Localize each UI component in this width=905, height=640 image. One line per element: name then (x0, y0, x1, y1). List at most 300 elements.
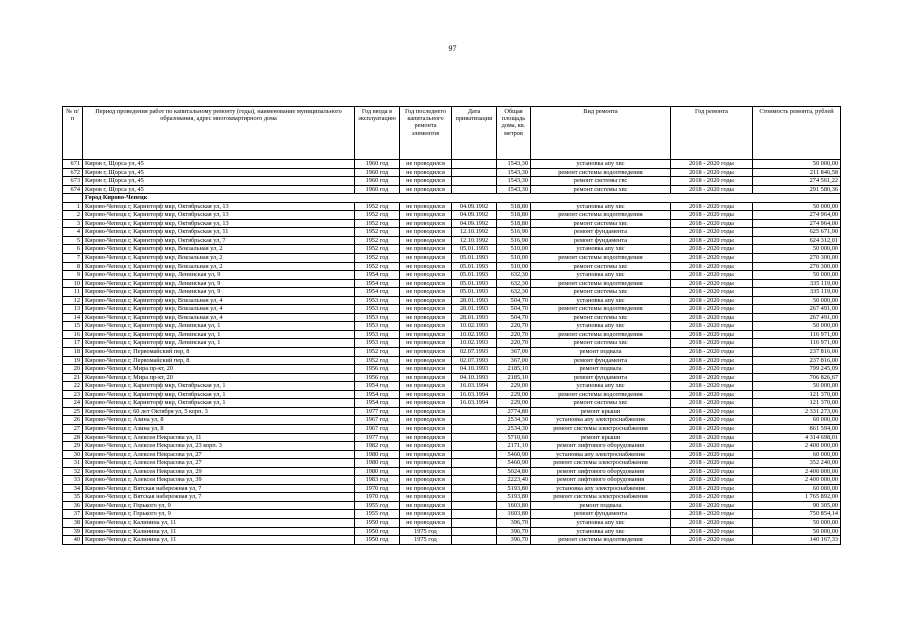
cell-area: 510,00 (497, 262, 531, 271)
cell-repair-type: ремонт крыши (531, 433, 671, 442)
cell-repair-type: установка апу хвс (531, 245, 671, 254)
table-row (63, 185, 841, 194)
cell-repair-year: 2018 - 2020 годы (671, 254, 753, 263)
cell-cost: 270 300,00 (753, 254, 841, 263)
cell-last-repair: не проводился (400, 510, 452, 519)
table-row (63, 236, 841, 245)
cell-last-repair: не проводился (400, 424, 452, 433)
cell-repair-year: 2018 - 2020 годы (671, 407, 753, 416)
cell-privatization-date: 05.01.1993 (452, 262, 497, 271)
cell-last-repair: не проводился (400, 484, 452, 493)
cell-repair-year: 2018 - 2020 годы (671, 296, 753, 305)
cell-repair-type: ремонт системы хвс (531, 313, 671, 322)
cell-year-built: 1952 год (355, 228, 400, 237)
cell-year-built: 1955 год (355, 501, 400, 510)
cell-year-built: 1954 год (355, 288, 400, 297)
cell-row-number: 671 (63, 160, 83, 169)
cell-row-number: 5 (63, 236, 83, 245)
cell-area: 5193,80 (497, 493, 531, 502)
cell-privatization-date: 05.01.1993 (452, 271, 497, 280)
cell-repair-year: 2018 - 2020 годы (671, 356, 753, 365)
cell-row-number: 28 (63, 433, 83, 442)
table-row (63, 450, 841, 459)
cell-repair-type: ремонт системы хвс (531, 219, 671, 228)
table-body (63, 160, 841, 545)
col-header-area: Общая площадь дома, кв. метров (497, 107, 531, 160)
cell-repair-year: 2018 - 2020 годы (671, 484, 753, 493)
cell-address: Кирово-Чепецк г, Каринторф мкр, Вокзальная ул, 2 (83, 245, 355, 254)
cell-row-number: 35 (63, 493, 83, 502)
cell-last-repair: не проводился (400, 185, 452, 194)
cell-cost: 237 816,00 (753, 356, 841, 365)
cell-cost: 4 314 698,01 (753, 433, 841, 442)
repair-schedule-table (62, 106, 841, 545)
cell-privatization-date (452, 442, 497, 451)
cell-cost: 274 964,00 (753, 219, 841, 228)
cell-address: Кирово-Чепецк г, Каринторф мкр, Октябрьская ул, 13 (83, 211, 355, 220)
cell-privatization-date: 16.03.1994 (452, 390, 497, 399)
cell-area: 220,70 (497, 322, 531, 331)
cell-repair-type: установка апу хвс (531, 518, 671, 527)
cell-repair-type: ремонт фундамента (531, 373, 671, 382)
cell-row-number: 672 (63, 168, 83, 177)
table-row (63, 390, 841, 399)
cell-cost: 799 245,09 (753, 365, 841, 374)
cell-area: 2185,10 (497, 365, 531, 374)
cell-repair-year: 2018 - 2020 годы (671, 322, 753, 331)
cell-area: 504,70 (497, 296, 531, 305)
cell-cost: 335 119,00 (753, 279, 841, 288)
cell-repair-type: ремонт лифтового оборудования (531, 476, 671, 485)
cell-year-built: 1952 год (355, 356, 400, 365)
cell-repair-type: установка апу хвс (531, 271, 671, 280)
cell-privatization-date (452, 185, 497, 194)
cell-row-number: 29 (63, 442, 83, 451)
cell-repair-year: 2018 - 2020 годы (671, 382, 753, 391)
cell-cost: 60 000,00 (753, 416, 841, 425)
cell-address: Кирово-Чепецк г, Горького ул, 9 (83, 501, 355, 510)
cell-repair-type: ремонт системы гвс (531, 177, 671, 186)
cell-row-number: 2 (63, 211, 83, 220)
cell-repair-year: 2018 - 2020 годы (671, 527, 753, 536)
table-row (63, 254, 841, 263)
cell-cost: 291 580,36 (753, 185, 841, 194)
cell-repair-type: установка апу хвс (531, 296, 671, 305)
cell-row-number: 33 (63, 476, 83, 485)
cell-cost: 50 000,00 (753, 322, 841, 331)
cell-privatization-date (452, 177, 497, 186)
cell-repair-year: 2018 - 2020 годы (671, 348, 753, 357)
cell-address: Кирово-Чепецк г, Вятская набережная ул, 7 (83, 493, 355, 502)
cell-cost: 750 854,14 (753, 510, 841, 519)
table-row (63, 219, 841, 228)
cell-privatization-date: 12.10.1992 (452, 228, 497, 237)
table-row (63, 296, 841, 305)
cell-cost: 352 240,00 (753, 459, 841, 468)
cell-address: Кирово-Чепецк г, Каринторф мкр, Ленинская ул, 1 (83, 330, 355, 339)
cell-repair-year: 2018 - 2020 годы (671, 168, 753, 177)
cell-area: 396,70 (497, 527, 531, 536)
cell-last-repair: не проводился (400, 382, 452, 391)
cell-privatization-date (452, 160, 497, 169)
table-row (63, 177, 841, 186)
table-row (63, 211, 841, 220)
cell-area: 1543,30 (497, 160, 531, 169)
cell-address: Кирово-Чепецк г, Калинина ул, 11 (83, 527, 355, 536)
cell-repair-year: 2018 - 2020 годы (671, 177, 753, 186)
cell-area: 2223,40 (497, 476, 531, 485)
cell-cost: 267 491,00 (753, 313, 841, 322)
cell-address: Кирово-Чепецк г, Каринторф мкр, Вокзальная ул, 4 (83, 313, 355, 322)
cell-area: 229,00 (497, 390, 531, 399)
cell-privatization-date (452, 510, 497, 519)
cell-last-repair: не проводился (400, 160, 452, 169)
table-row (63, 527, 841, 536)
cell-last-repair: не проводился (400, 262, 452, 271)
cell-year-built: 1955 год (355, 510, 400, 519)
cell-year-built: 1983 год (355, 476, 400, 485)
cell-address: Кирово-Чепецк г, Вятская набережная ул, 7 (83, 484, 355, 493)
cell-repair-year: 2018 - 2020 годы (671, 416, 753, 425)
cell-area: 5710,60 (497, 433, 531, 442)
cell-area: 518,80 (497, 219, 531, 228)
cell-repair-type: ремонт системы водоотведения (531, 330, 671, 339)
cell-area: 504,70 (497, 313, 531, 322)
cell-repair-year: 2018 - 2020 годы (671, 219, 753, 228)
table-row (63, 168, 841, 177)
table-row (63, 356, 841, 365)
cell-row-number: 673 (63, 177, 83, 186)
cell-area: 1603,80 (497, 501, 531, 510)
cell-row-number: 38 (63, 518, 83, 527)
cell-repair-year: 2018 - 2020 годы (671, 433, 753, 442)
cell-row-number: 17 (63, 339, 83, 348)
cell-area: 5193,80 (497, 484, 531, 493)
cell-year-built: 1980 год (355, 450, 400, 459)
cell-address: Кирово-Чепецк г, Каринторф мкр, Ленинская ул, 9 (83, 271, 355, 280)
table-row (63, 536, 841, 545)
table-row (63, 442, 841, 451)
cell-address: Кирово-Чепецк г, Каринторф мкр, Октябрьская ул, 1 (83, 382, 355, 391)
cell-privatization-date (452, 407, 497, 416)
cell-repair-year: 2018 - 2020 годы (671, 339, 753, 348)
cell-row-number: 9 (63, 271, 83, 280)
table-row (63, 160, 841, 169)
cell-cost: 50 000,00 (753, 160, 841, 169)
cell-row-number: 40 (63, 536, 83, 545)
cell-repair-type: установка апу хвс (531, 160, 671, 169)
table-row (63, 279, 841, 288)
cell-row-number: 39 (63, 527, 83, 536)
table-header-row (63, 107, 841, 160)
cell-address: Кирово-Чепецк г, Алексея Некрасова ул, 11 (83, 433, 355, 442)
cell-cost: 2 400 000,00 (753, 467, 841, 476)
cell-last-repair: не проводился (400, 271, 452, 280)
cell-year-built: 1950 год (355, 518, 400, 527)
cell-cost: 861 594,00 (753, 424, 841, 433)
cell-row-number: 30 (63, 450, 83, 459)
cell-year-built: 1980 год (355, 467, 400, 476)
cell-cost: 335 119,00 (753, 288, 841, 297)
table-row (63, 245, 841, 254)
cell-address: Кирово-Чепецк г, Калинина ул, 11 (83, 518, 355, 527)
col-header-number: № п/п (63, 107, 83, 160)
cell-last-repair: не проводился (400, 459, 452, 468)
cell-row-number: 8 (63, 262, 83, 271)
cell-address: Кирово-Чепецк г, Каринторф мкр, Ленинская ул, 9 (83, 279, 355, 288)
table-row (63, 416, 841, 425)
cell-last-repair: не проводился (400, 228, 452, 237)
cell-cost: 50 000,00 (753, 527, 841, 536)
cell-area: 229,00 (497, 382, 531, 391)
cell-repair-type: ремонт системы водоотведения (531, 211, 671, 220)
cell-row-number: 7 (63, 254, 83, 263)
cell-year-built: 1960 год (355, 168, 400, 177)
cell-privatization-date (452, 424, 497, 433)
cell-repair-type: установка апу хвс (531, 527, 671, 536)
cell-cost: 50 000,00 (753, 245, 841, 254)
cell-last-repair: 1975 год (400, 527, 452, 536)
cell-repair-type: ремонт лифтового оборудования (531, 442, 671, 451)
cell-privatization-date: 10.02.1993 (452, 322, 497, 331)
cell-cost: 90 305,00 (753, 501, 841, 510)
cell-row-number: 25 (63, 407, 83, 416)
cell-address: Кирово-Чепецк г, Мира пр-кт, 20 (83, 373, 355, 382)
table-row (63, 365, 841, 374)
cell-address: Кирово-Чепецк г, Каринторф мкр, Ленинская ул, 1 (83, 322, 355, 331)
cell-repair-type: ремонт подвала (531, 365, 671, 374)
cell-row-number: 4 (63, 228, 83, 237)
cell-repair-type: ремонт фундамента (531, 228, 671, 237)
table-row (63, 348, 841, 357)
cell-row-number: 32 (63, 467, 83, 476)
cell-area: 5460,90 (497, 450, 531, 459)
cell-area: 220,70 (497, 339, 531, 348)
cell-year-built: 1954 год (355, 279, 400, 288)
cell-last-repair: не проводился (400, 501, 452, 510)
cell-address: Кирово-Чепецк г, Азина ул, 8 (83, 416, 355, 425)
cell-address: Кирово-Чепецк г, Горького ул, 9 (83, 510, 355, 519)
cell-cost: 237 816,00 (753, 348, 841, 357)
cell-year-built: 1952 год (355, 262, 400, 271)
cell-address: Кирово-Чепецк г, Азина ул, 8 (83, 424, 355, 433)
cell-privatization-date (452, 459, 497, 468)
table-row (63, 202, 841, 211)
cell-repair-type: ремонт системы электроснабжения (531, 424, 671, 433)
cell-row-number: 12 (63, 296, 83, 305)
cell-year-built: 1970 год (355, 484, 400, 493)
table-row (63, 484, 841, 493)
cell-area: 2774,80 (497, 407, 531, 416)
cell-repair-year: 2018 - 2020 годы (671, 313, 753, 322)
cell-row-number: 21 (63, 373, 83, 382)
cell-address: Кирово-Чепецк г, Алексея Некрасова ул, 27 (83, 450, 355, 459)
cell-cost: 1 765 892,00 (753, 493, 841, 502)
cell-privatization-date: 04.09.1992 (452, 202, 497, 211)
cell-cost: 625 671,90 (753, 228, 841, 237)
col-header-repair-type: Вид ремонта (531, 107, 671, 160)
cell-area: 1543,30 (497, 185, 531, 194)
cell-last-repair: не проводился (400, 365, 452, 374)
cell-year-built: 1970 год (355, 493, 400, 502)
cell-privatization-date (452, 476, 497, 485)
cell-year-built: 1977 год (355, 407, 400, 416)
cell-area: 367,00 (497, 356, 531, 365)
cell-year-built: 1952 год (355, 236, 400, 245)
cell-repair-year: 2018 - 2020 годы (671, 305, 753, 314)
cell-year-built: 1952 год (355, 348, 400, 357)
cell-year-built: 1960 год (355, 160, 400, 169)
cell-year-built: 1980 год (355, 459, 400, 468)
cell-cost: 50 000,00 (753, 518, 841, 527)
cell-area: 632,30 (497, 271, 531, 280)
cell-area: 5024,80 (497, 467, 531, 476)
cell-area: 518,80 (497, 211, 531, 220)
cell-last-repair: не проводился (400, 322, 452, 331)
cell-year-built: 1960 год (355, 185, 400, 194)
cell-privatization-date: 05.01.1993 (452, 254, 497, 263)
cell-address: Киров г, Щорса ул, 45 (83, 177, 355, 186)
cell-privatization-date: 05.01.1993 (452, 288, 497, 297)
cell-row-number: 13 (63, 305, 83, 314)
cell-privatization-date (452, 467, 497, 476)
cell-last-repair: не проводился (400, 202, 452, 211)
cell-privatization-date (452, 168, 497, 177)
cell-privatization-date: 02.07.1993 (452, 356, 497, 365)
cell-year-built: 1977 год (355, 433, 400, 442)
cell-row-number: 23 (63, 390, 83, 399)
cell-last-repair: не проводился (400, 211, 452, 220)
cell-repair-year: 2018 - 2020 годы (671, 536, 753, 545)
cell-address: Кирово-Чепецк г, Первомайский пер, 8 (83, 356, 355, 365)
cell-area: 5460,90 (497, 459, 531, 468)
cell-repair-type: установка апу хвс (531, 202, 671, 211)
cell-repair-type: установка апу хвс (531, 322, 671, 331)
col-header-privatization-date: Дата приватизации (452, 107, 497, 160)
cell-address: Кирово-Чепецк г, Каринторф мкр, Октябрьская ул, 7 (83, 236, 355, 245)
cell-cost: 706 826,67 (753, 373, 841, 382)
cell-last-repair: не проводился (400, 177, 452, 186)
cell-area: 1543,30 (497, 177, 531, 186)
cell-row-number: 20 (63, 365, 83, 374)
cell-privatization-date: 05.01.1993 (452, 245, 497, 254)
table-row (63, 459, 841, 468)
cell-repair-type: ремонт лифтового оборудования (531, 467, 671, 476)
cell-year-built: 1956 год (355, 373, 400, 382)
cell-last-repair: 1975 год (400, 536, 452, 545)
cell-address: Кирово-Чепецк г, Каринторф мкр, Октябрьская ул, 13 (83, 219, 355, 228)
cell-repair-type: ремонт крыши (531, 407, 671, 416)
cell-repair-year: 2018 - 2020 годы (671, 510, 753, 519)
cell-cost: 267 491,00 (753, 305, 841, 314)
cell-repair-type: ремонт подвала (531, 501, 671, 510)
cell-repair-type: ремонт подвала (531, 348, 671, 357)
cell-repair-type: ремонт фундамента (531, 236, 671, 245)
cell-row-number: 24 (63, 399, 83, 408)
cell-area: 2534,30 (497, 416, 531, 425)
cell-address: Кирово-Чепецк г, Каринторф мкр, Октябрьская ул, 1 (83, 399, 355, 408)
cell-repair-year: 2018 - 2020 годы (671, 262, 753, 271)
cell-row-number: 15 (63, 322, 83, 331)
cell-cost: 2 400 000,00 (753, 476, 841, 485)
cell-cost: 140 167,33 (753, 536, 841, 545)
cell-address: Кирово-Чепецк г, Алексея Некрасова ул, 23 корп. 3 (83, 442, 355, 451)
cell-privatization-date: 28.01.1993 (452, 296, 497, 305)
cell-privatization-date (452, 501, 497, 510)
cell-privatization-date: 04.09.1992 (452, 211, 497, 220)
col-header-last-repair: Год последнего капитального ремонта элементов (400, 107, 452, 160)
cell-repair-year: 2018 - 2020 годы (671, 467, 753, 476)
cell-year-built: 1954 год (355, 399, 400, 408)
cell-row-number: 27 (63, 424, 83, 433)
cell-row-number: 6 (63, 245, 83, 254)
cell-year-built: 1953 год (355, 322, 400, 331)
cell-year-built: 1950 год (355, 536, 400, 545)
cell-last-repair: не проводился (400, 313, 452, 322)
cell-address: Киров г, Щорса ул, 45 (83, 160, 355, 169)
cell-last-repair: не проводился (400, 168, 452, 177)
cell-year-built: 1982 год (355, 442, 400, 451)
cell-year-built: 1953 год (355, 296, 400, 305)
cell-year-built: 1952 год (355, 219, 400, 228)
cell-area: 2171,10 (497, 442, 531, 451)
page-number: 97 (448, 44, 457, 53)
cell-repair-type: установка апу хвс (531, 382, 671, 391)
cell-repair-year: 2018 - 2020 годы (671, 236, 753, 245)
cell-repair-type: установка апу электроснабжения (531, 450, 671, 459)
cell-repair-year: 2018 - 2020 годы (671, 228, 753, 237)
cell-repair-type: ремонт системы водоотведения (531, 536, 671, 545)
cell-row-number: 37 (63, 510, 83, 519)
cell-area: 367,00 (497, 348, 531, 357)
cell-cost: 50 000,00 (753, 271, 841, 280)
cell-repair-type: ремонт системы хвс (531, 399, 671, 408)
cell-repair-type: ремонт системы водоотведения (531, 168, 671, 177)
cell-address: Кирово-Чепецк г, Первомайский пер, 8 (83, 348, 355, 357)
cell-area: 2534,30 (497, 424, 531, 433)
cell-cost: 50 000,00 (753, 202, 841, 211)
table-row (63, 271, 841, 280)
cell-privatization-date (452, 536, 497, 545)
table-row (63, 382, 841, 391)
cell-repair-type: установка апу электроснабжения (531, 416, 671, 425)
cell-cost: 50 000,00 (753, 296, 841, 305)
cell-address: Кирово-Чепецк г, Калинина ул, 11 (83, 536, 355, 545)
cell-privatization-date: 28.01.1993 (452, 305, 497, 314)
cell-year-built: 1952 год (355, 254, 400, 263)
cell-year-built: 1953 год (355, 305, 400, 314)
cell-row-number: 10 (63, 279, 83, 288)
cell-cost: 624 312,01 (753, 236, 841, 245)
cell-last-repair: не проводился (400, 493, 452, 502)
cell-repair-year: 2018 - 2020 годы (671, 365, 753, 374)
table-row (63, 262, 841, 271)
col-header-address: Период проведения работ по капитальному ремонту (годы), наименование муниципального образования, адрес многоквартирного дома (83, 107, 355, 160)
cell-last-repair: не проводился (400, 254, 452, 263)
cell-repair-year: 2018 - 2020 годы (671, 518, 753, 527)
cell-address: Кирово-Чепецк г, Каринторф мкр, Ленинская ул, 9 (83, 288, 355, 297)
cell-year-built: 1956 год (355, 365, 400, 374)
cell-area: 516,90 (497, 228, 531, 237)
cell-year-built: 1953 год (355, 313, 400, 322)
cell-area: 396,70 (497, 518, 531, 527)
table-row (63, 467, 841, 476)
cell-repair-year: 2018 - 2020 годы (671, 245, 753, 254)
table-row (63, 424, 841, 433)
cell-repair-type: ремонт системы хвс (531, 185, 671, 194)
cell-cost: 270 300,00 (753, 262, 841, 271)
cell-repair-type: ремонт системы водоотведения (531, 390, 671, 399)
